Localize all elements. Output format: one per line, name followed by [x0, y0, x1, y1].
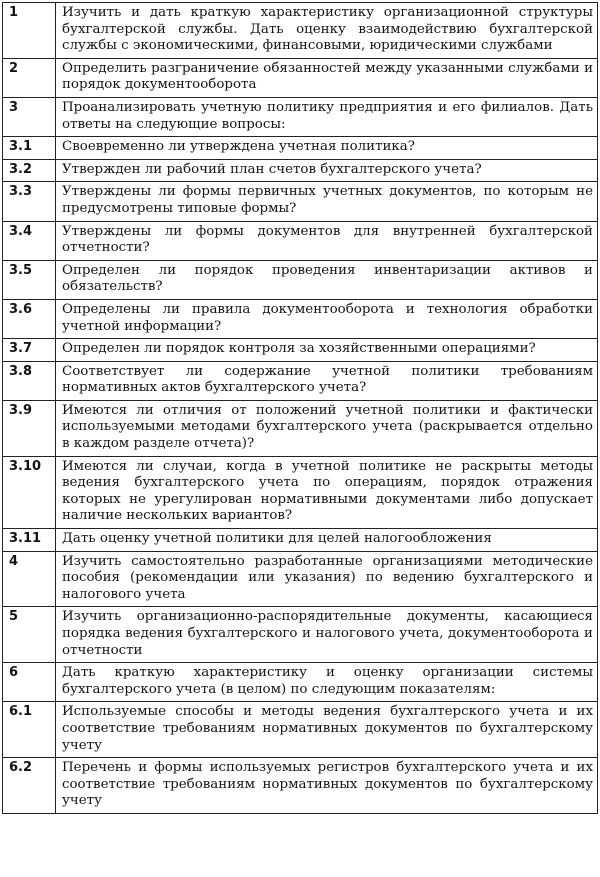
- row-text: Дать оценку учетной политики для целей налогообложения: [56, 529, 598, 552]
- row-text: Перечень и формы используемых регистров бухгалтерского учета и их соответствие требованиям нормативных документов по бухгалтерскому учету: [56, 758, 598, 814]
- row-text: Своевременно ли утверждена учетная политика?: [56, 137, 598, 160]
- row-number: 3.1: [3, 137, 56, 160]
- table-row: [3, 529, 598, 552]
- table-row: [3, 400, 598, 456]
- table-row: [3, 758, 598, 814]
- row-number: 3.6: [3, 299, 56, 338]
- row-number: 6: [3, 663, 56, 702]
- row-text: Используемые способы и методы ведения бухгалтерского учета и их соответствие требованиям нормативных документов по бухгалтерскому учету: [56, 702, 598, 758]
- table-row: [3, 361, 598, 400]
- row-text: Имеются ли отличия от положений учетной политики и фактически используемыми методами бухгалтерского учета (раскрывается отдельно в каждом разделе отчета)?: [56, 400, 598, 456]
- row-text: Имеются ли случаи, когда в учетной политике не раскрыты методы ведения бухгалтерского учета по операциям, порядок отражения которых не урегулирован нормативными документами либо допускает наличие нескольких вариантов?: [56, 456, 598, 528]
- table-row: [3, 260, 598, 299]
- row-text: Определены ли правила документооборота и технология обработки учетной информации?: [56, 299, 598, 338]
- table-row: [3, 702, 598, 758]
- row-number: 6.1: [3, 702, 56, 758]
- row-number: 3.10: [3, 456, 56, 528]
- row-text: Утверждены ли формы первичных учетных документов, по которым не предусмотрены типовые формы?: [56, 182, 598, 221]
- row-number: 3.5: [3, 260, 56, 299]
- row-text: Утвержден ли рабочий план счетов бухгалтерского учета?: [56, 159, 598, 182]
- row-text: Изучить и дать краткую характеристику организационной структуры бухгалтерской службы. Дать оценку взаимодействию бухгалтерской службы с экономическими, финансовыми, юридическими службами: [56, 3, 598, 59]
- row-text: Изучить организационно-распорядительные документы, касающиеся порядка ведения бухгалтерского и налогового учета, документооборота и отчетности: [56, 607, 598, 663]
- row-text: Утверждены ли формы документов для внутренней бухгалтерской отчетности?: [56, 221, 598, 260]
- table-row: [3, 299, 598, 338]
- row-text: Дать краткую характеристику и оценку организации системы бухгалтерского учета (в целом) по следующим показателям:: [56, 663, 598, 702]
- row-text: Соответствует ли содержание учетной политики требованиям нормативных актов бухгалтерского учета?: [56, 361, 598, 400]
- row-text: Проанализировать учетную политику предприятия и его филиалов. Дать ответы на следующие вопросы:: [56, 97, 598, 136]
- row-text: Определен ли порядок проведения инвентаризации активов и обязательств?: [56, 260, 598, 299]
- row-number: 6.2: [3, 758, 56, 814]
- row-number: 3.2: [3, 159, 56, 182]
- row-number: 3.7: [3, 339, 56, 362]
- table-row: [3, 663, 598, 702]
- table-row: [3, 551, 598, 607]
- table-row: [3, 97, 598, 136]
- table-row: [3, 339, 598, 362]
- row-text: Определен ли порядок контроля за хозяйственными операциями?: [56, 339, 598, 362]
- table-row: [3, 182, 598, 221]
- row-number: 1: [3, 3, 56, 59]
- row-number: 4: [3, 551, 56, 607]
- table-row: [3, 3, 598, 59]
- table-row: [3, 137, 598, 160]
- row-number: 2: [3, 58, 56, 97]
- audit-checklist-table: [2, 2, 598, 814]
- row-number: 3.4: [3, 221, 56, 260]
- row-number: 5: [3, 607, 56, 663]
- row-number: 3: [3, 97, 56, 136]
- row-number: 3.3: [3, 182, 56, 221]
- row-number: 3.11: [3, 529, 56, 552]
- table-row: [3, 159, 598, 182]
- row-text: Изучить самостоятельно разработанные организациями методические пособия (рекомендации или указания) по ведению бухгалтерского и налогового учета: [56, 551, 598, 607]
- table-row: [3, 456, 598, 528]
- table-row: [3, 607, 598, 663]
- row-number: 3.8: [3, 361, 56, 400]
- row-text: Определить разграничение обязанностей между указанными службами и порядок документооборота: [56, 58, 598, 97]
- table-row: [3, 58, 598, 97]
- row-number: 3.9: [3, 400, 56, 456]
- table-row: [3, 221, 598, 260]
